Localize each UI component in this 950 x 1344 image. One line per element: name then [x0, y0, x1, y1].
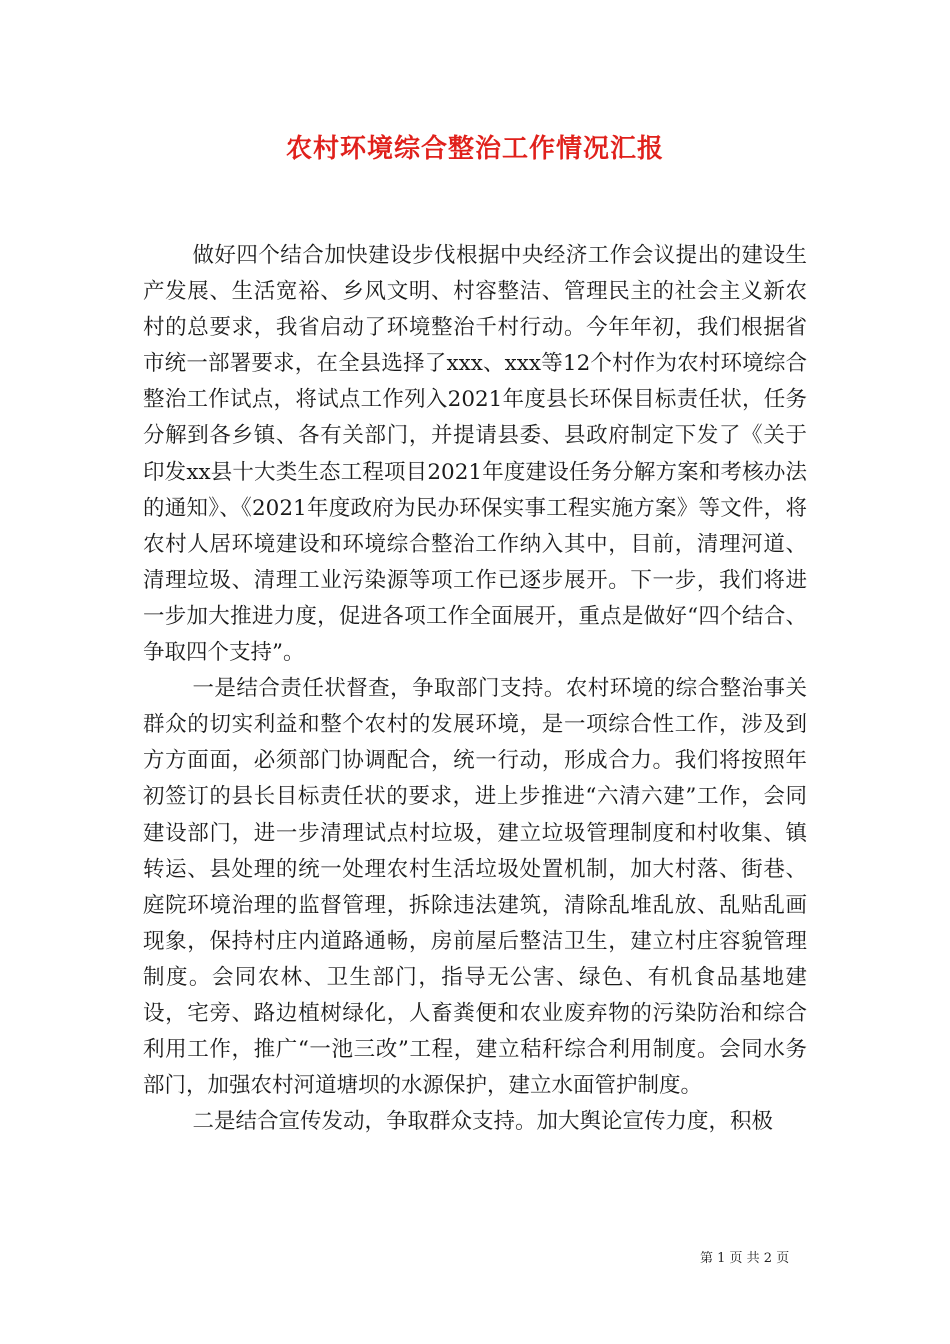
page-number-footer: 第 1 页 共 2 页 [700, 1251, 790, 1266]
page-title: 农村环境综合整治工作情况汇报 [285, 134, 664, 164]
paragraph-publicity: 二是结合宣传发动，争取群众支持。加大舆论宣传力度，积极 [192, 1109, 773, 1135]
document-body [143, 238, 807, 1140]
paragraph-intro: 做好四个结合加快建设步伐根据中央经济工作会议提出的建设生产发展、生活宽裕、乡风文明、村容整洁、管理民主的社会主义新农村的总要求，我省启动了环境整治千村行动。今年年初，我们根据省市统一部署要求，在全县选择了xxx、xxx等12个村作为农村环境综合整治工作试点，将试点工作列入2021年度县长环保目标责任状，任务分解到各乡镇、各有关部门，并提请县委、县政府制定下发了《关于印发xx县十大类生态工程项目2021年度建设任务分解方案和考核办法的通知》、《2021年度政府为民办环保实事工程实施方案》等文件，将农村人居环境建设和环境综合整治工作纳入其中，目前，清理河道、清理垃圾、清理工业污染源等项工作已逐步展开。下一步，我们将进一步加大推进力度，促进各项工作全面展开，重点是做好“四个结合、争取四个支持”。 [143, 243, 807, 666]
paragraph-responsibility: 一是结合责任状督查，争取部门支持。农村环境的综合整治事关群众的切实利益和整个农村的发展环境，是一项综合性工作，涉及到方方面面，必须部门协调配合，统一行动，形成合力。我们将按照年初签订的县长目标责任状的要求，进上步推进“六清六建”工作，会同建设部门，进一步清理试点村垃圾，建立垃圾管理制度和村收集、镇转运、县处理的统一处理农村生活垃圾处置机制，加大村落、街巷、庭院环境治理的监督管理，拆除违法建筑，清除乱堆乱放、乱贴乱画现象，保持村庄内道路通畅，房前屋后整洁卫生，建立村庄容貌管理制度。会同农林、卫生部门，指导无公害、绿色、有机食品基地建设，宅旁、路边植树绿化，人畜粪便和农业废弃物的污染防治和综合利用工作，推广“一池三改”工程，建立秸秆综合利用制度。会同水务部门，加强农村河道塘坝的水源保护，建立水面管护制度。 [143, 676, 807, 1099]
